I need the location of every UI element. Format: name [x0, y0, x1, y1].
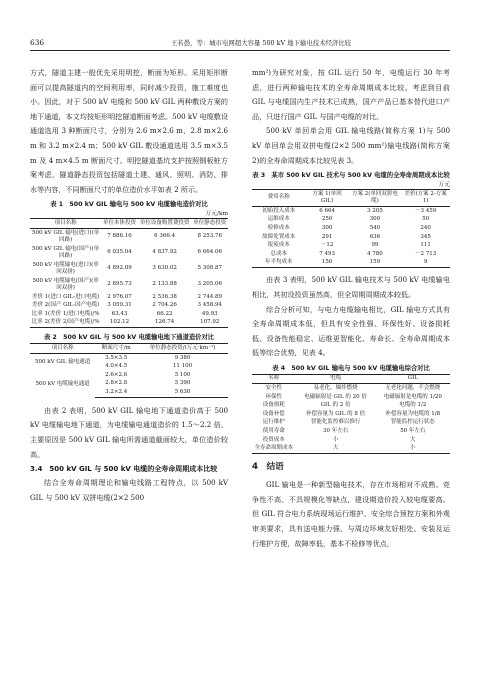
table-cell: 检修成本 — [267, 224, 290, 231]
table-row — [30, 302, 228, 311]
table-row — [252, 250, 450, 259]
table-cell: 2 744.89 — [197, 293, 222, 300]
table-cell: 差价 1(进口 GIL-进口电缆) — [31, 293, 100, 300]
table-cell: 故障处置成本 — [262, 233, 296, 240]
table-cell: 4 837.92 — [152, 249, 177, 256]
table-header-row — [30, 344, 228, 354]
table-row — [30, 245, 228, 261]
table-cell: 4 780 — [367, 250, 383, 257]
table2 — [30, 343, 228, 398]
table-cell: 66.22 — [156, 310, 173, 317]
table-header-cell: GIL — [376, 374, 450, 384]
table-cell: 636 — [369, 233, 381, 240]
table-cell: 电磁辐射是电缆的 1/20 — [383, 393, 442, 400]
table-cell: 3 205.06 — [197, 281, 222, 288]
paragraph: 由表 2 表明，500 kV GIL 输电地下通道造价高于 500 kV 电缆输电地下通道，为电缆输电通道造价的 1.5～2.2 倍，主要原因是 500 kV GIL 输电所需通道截面较大，单位造价较高。 — [30, 405, 228, 459]
table-cell: 设备补偿 — [262, 410, 285, 417]
table-cell: 智能监控运行状态 — [390, 419, 435, 426]
running-title: 王若愚，等：城市电网超大容量 500 kV 地下输电技术经济比较 — [170, 39, 352, 47]
table-cell: 500 kV 电缆输电通道 — [35, 380, 90, 387]
table-cell: 107.92 — [191, 319, 228, 328]
table-cell: 99 — [371, 242, 379, 249]
table-header-cell: 方案 1(单回 GIL) — [305, 190, 348, 207]
table-cell: 5 390 — [174, 380, 191, 387]
table-cell: 500 kV 电缆输电(国产)(单回双拼) — [32, 277, 99, 291]
table-cell: 3 458.94 — [197, 302, 222, 309]
table-cell: 50 — [422, 216, 430, 223]
table-cell: 3 059.31 — [107, 302, 132, 309]
table-row — [252, 242, 450, 251]
table-header-cell: 单位静态投资 — [191, 219, 228, 229]
table-header-cell: 单位设备购置费投资 — [138, 219, 192, 229]
table4-caption: 表 4 500 kV GIL 输电与 500 kV 电缆输电综合对比 — [272, 364, 430, 372]
table-header-cell: 电缆 — [296, 374, 376, 384]
table-cell: 安全性 — [265, 385, 283, 392]
table-cell: 3 630.02 — [152, 265, 177, 272]
table-row — [30, 310, 228, 319]
table-row — [252, 207, 450, 216]
table-row — [252, 384, 450, 393]
table-cell: 环保性 — [265, 393, 283, 400]
table-row — [30, 319, 228, 328]
table-row — [30, 371, 228, 380]
table-cell: GIL 的 2 倍 — [320, 402, 351, 409]
table-cell: 11 100 — [172, 363, 193, 370]
table-row — [30, 277, 228, 293]
paragraph: 方式，隧道主建一般优先采用明挖，断面为矩形。采用矩形断面可以提高隧道内的空间利用率，同时减少投资，施工难度也小。因此，对于 500 kV 电缆和 500 kV GIL 两种敷设方案的地下通道，本文均按矩形明挖隧道断面考虑。500 kV 电缆敷设通道选用 3 种断面尺寸，分别为 2.6 m×2.6 m，2.8 m×2.6 m 和 3.2 m×2.4 m；500 kV GIL 敷设通道选用 3.5 m×3.5 m 及 4 m×4.5 m 断面尺寸。明挖隧道基坑支护按照钢板桩方案考虑，隧道静态投资包括隧道土建、通风、照明、消防、排水等内容，不同断面尺寸的单位造价水平如表 2 所示。 — [30, 68, 228, 194]
table4 — [252, 374, 450, 454]
table-cell: 500 kV GIL 输电(进口)(单回路) — [32, 229, 100, 243]
table-header-cell: 名称 — [252, 374, 296, 384]
table3-caption: 表 3 某市 500 kV GIL 技术与 500 kV 电缆的全寿命周期成本比较 — [252, 172, 450, 180]
table-header-cell: 单位静态投资/(万元·km⁻¹) — [137, 344, 228, 354]
table-row — [252, 259, 450, 268]
table-row — [252, 393, 450, 402]
table-cell: 4 892.09 — [107, 265, 132, 272]
table-cell: 2 704.26 — [152, 302, 177, 309]
table-cell: 比率 2(差价 2/国产电缆)/% — [30, 319, 101, 328]
table-cell: 5 100 — [174, 371, 191, 378]
table-cell: 2 536.38 — [152, 293, 177, 300]
table-cell: 49.93 — [201, 310, 218, 317]
table-cell: 500 kV GIL 输电(国产)(单回路) — [32, 245, 100, 259]
table-cell: －12 — [320, 242, 334, 249]
table-cell: 小 — [376, 445, 450, 454]
table-header-cell: 费用名称 — [252, 190, 305, 207]
table-cell: 250 — [321, 216, 333, 223]
paragraph: 结合全寿命周期理论和输电线路工程特点，以 500 kV GIL 与 500 kV 双拼电缆(2×2 500 — [30, 478, 228, 502]
paragraph: mm²)为研究对象，按 GIL 运行 50 年，电缆运行 30 年考虑，进行两种输电技术的全寿命周期成本比较。考虑到目前 GIL 与电缆国内生产技术已成熟，国产产品已基本替代进口产品，只进行国产 GIL 与国产电缆的对比。 — [252, 68, 450, 121]
table-cell: 8 253.76 — [197, 233, 222, 240]
table-cell: 2 895.73 — [107, 281, 132, 288]
table-row — [30, 261, 228, 277]
table-cell: 3 205 — [367, 207, 383, 214]
table-cell: 5 308.87 — [197, 265, 222, 272]
table-cell: 7 493 — [319, 250, 335, 257]
table-header-row — [30, 219, 228, 229]
table-cell: 智能化监控难以推行 — [310, 419, 361, 426]
table-cell: 345 — [420, 233, 431, 240]
table-row — [252, 402, 450, 411]
table-cell: 30 年左右 — [322, 428, 349, 435]
table-header-cell: 断面尺寸/m — [95, 344, 137, 354]
table-cell: 2.8×2.8 — [105, 380, 128, 387]
table-cell: 159 — [349, 259, 401, 268]
table-header-row — [252, 374, 450, 384]
table-cell: 全寿命周期成本 — [252, 445, 296, 454]
table-cell: 运行维护 — [262, 419, 285, 426]
paragraph: GIL 输电是一种新型输电技术，存在市场相对不成熟、竞争性不高、不具规模化等缺点，建设期造价投入较电缆要高。但 GIL 符合电力系统现场运行维护、安全综合预控方案和外观审美要求，具有送电能力强、与周边环境友好相处、安装及运行维护方便，故障率低，基本不检修等优点， — [252, 480, 450, 548]
table-cell: 50 年左右 — [400, 428, 426, 435]
table-cell: 运维成本 — [267, 216, 290, 223]
table-header-cell: 项目名称 — [30, 344, 95, 354]
table-cell: 9 380 — [174, 354, 191, 361]
table1-caption: 表 1 500 kV GIL 输电与 500 kV 电缆输电造价对比 — [50, 201, 208, 209]
table-cell: 540 — [369, 224, 381, 231]
table-cell: 报废成本 — [267, 242, 290, 249]
table-cell: 2.6×2.6 — [105, 371, 128, 378]
table1 — [30, 218, 228, 328]
table-cell: 电缆的 1/2 — [399, 402, 427, 409]
table-row — [30, 228, 228, 245]
table-cell: 300 — [321, 224, 333, 231]
table-cell: 63.43 — [111, 310, 128, 317]
table-row — [252, 419, 450, 428]
table-cell: 2 133.88 — [152, 281, 177, 288]
table-cell: 大 — [410, 436, 416, 443]
paragraph: 由表 3 表明，500 kV GIL 输电技术与 500 kV 电缆输电相比，其初设投资虽然高，但全周期周期成本较低。 — [252, 275, 450, 299]
table-row — [252, 216, 450, 225]
paragraph: 综合分析可知，与电力电缆输电相比，GIL 输电方式具有全寿命周期成本低，但具有安全性强、环保性好、设备损耗低、设备性能稳定、运维更智能化、寿命长、全寿命周期成本低等综合优势，见表 4。 — [252, 304, 450, 358]
table-cell: 比率 1(差价 1/进口电缆)/% — [31, 310, 100, 317]
table-cell: 6 035.04 — [107, 249, 132, 256]
table-cell: 小 — [332, 436, 339, 443]
table-header-cell: 差价(方案 2-方案 1) — [401, 190, 450, 207]
table-cell: 使用寿命 — [262, 428, 285, 435]
table-cell: 6 664 — [319, 207, 335, 214]
table-header-cell: 方案 2(单回双拼电缆) — [349, 190, 401, 207]
table-cell: 7 886.16 — [107, 233, 132, 240]
table-cell: 补偿容量为 GIL 的 8 倍 — [305, 410, 366, 417]
table-cell: 设备损耗 — [262, 402, 285, 409]
table-cell: 126.74 — [138, 319, 192, 328]
table-row — [30, 293, 228, 302]
table-cell: 5 630 — [137, 388, 228, 397]
table-cell: 投资成本 — [262, 436, 285, 443]
table-cell: 初始投入成本 — [262, 207, 296, 214]
table-cell: 易老化，爆炸燃烧 — [313, 385, 358, 392]
table-row — [252, 224, 450, 233]
table-cell: 差价 2(国产 GIL-国产电缆) — [31, 302, 100, 309]
table-cell: 240 — [420, 224, 431, 231]
table-cell: 150 — [305, 259, 348, 268]
table-cell: 500 kV 电缆输电(进口)(单回双拼) — [32, 261, 99, 275]
paragraph: 500 kV 单回单会用 GIL 输电线路(简称方案 1)与 500 kV 单回单会用双拼电缆(2×2 500 mm²)输电线路(简称方案 2)的全寿命周期成本比较见表 3。 — [252, 126, 450, 165]
table-cell: 年平均成本 — [252, 259, 305, 268]
table-cell: 补偿容量为电缆的 1/8 — [385, 410, 441, 417]
table-header-cell: 项目名称 — [30, 219, 101, 229]
table3 — [252, 189, 450, 268]
table-cell: 4.0×4.5 — [105, 363, 128, 370]
table-cell: 500 kV GIL 输电通道 — [35, 358, 91, 365]
table-cell: 大 — [296, 445, 376, 454]
table-cell: 3.2×2.4 — [95, 388, 137, 397]
table-cell: 111 — [420, 242, 431, 249]
section-heading: 3.4 500 kV GIL 与 500 kV 电缆的全寿命周期成本比较 — [30, 465, 218, 474]
table-cell: 总成本 — [270, 250, 287, 257]
table1-unit: 万元/km — [205, 211, 228, 218]
table-cell: 3.5×3.5 — [105, 354, 128, 361]
table-row — [252, 436, 450, 445]
table-cell: 无老化问题，不会燃烧 — [385, 385, 441, 392]
table-cell: 电磁辐射是 GIL 的 20 倍 — [304, 393, 367, 400]
table-cell: 9 — [401, 259, 450, 268]
table-header-cell: 单位本体投资 — [101, 219, 138, 229]
table-header-row — [252, 190, 450, 207]
table-cell: 2 976.07 — [107, 293, 132, 300]
table-cell: 300 — [369, 216, 381, 223]
table-cell: －3 459 — [414, 207, 437, 214]
right-column — [252, 66, 450, 551]
table-cell: 291 — [321, 233, 333, 240]
table-cell: 102.12 — [101, 319, 138, 328]
section-heading: 4 结语 — [252, 462, 284, 473]
table3-unit: 万元 — [438, 182, 450, 189]
left-column — [30, 66, 228, 505]
table-cell: 6 664.06 — [197, 249, 222, 256]
table-row — [252, 410, 450, 419]
table-row — [252, 427, 450, 436]
table-row — [30, 353, 228, 362]
table-row — [252, 445, 450, 454]
page-number: 636 — [30, 38, 45, 47]
table-row — [252, 233, 450, 242]
table-cell: －2 713 — [414, 250, 437, 257]
table-cell: 6 366.4 — [154, 233, 176, 240]
table2-caption: 表 2 500 kV GIL 与 500 kV 电缆输电地下通道造价对比 — [43, 334, 215, 342]
page-header — [30, 38, 450, 51]
